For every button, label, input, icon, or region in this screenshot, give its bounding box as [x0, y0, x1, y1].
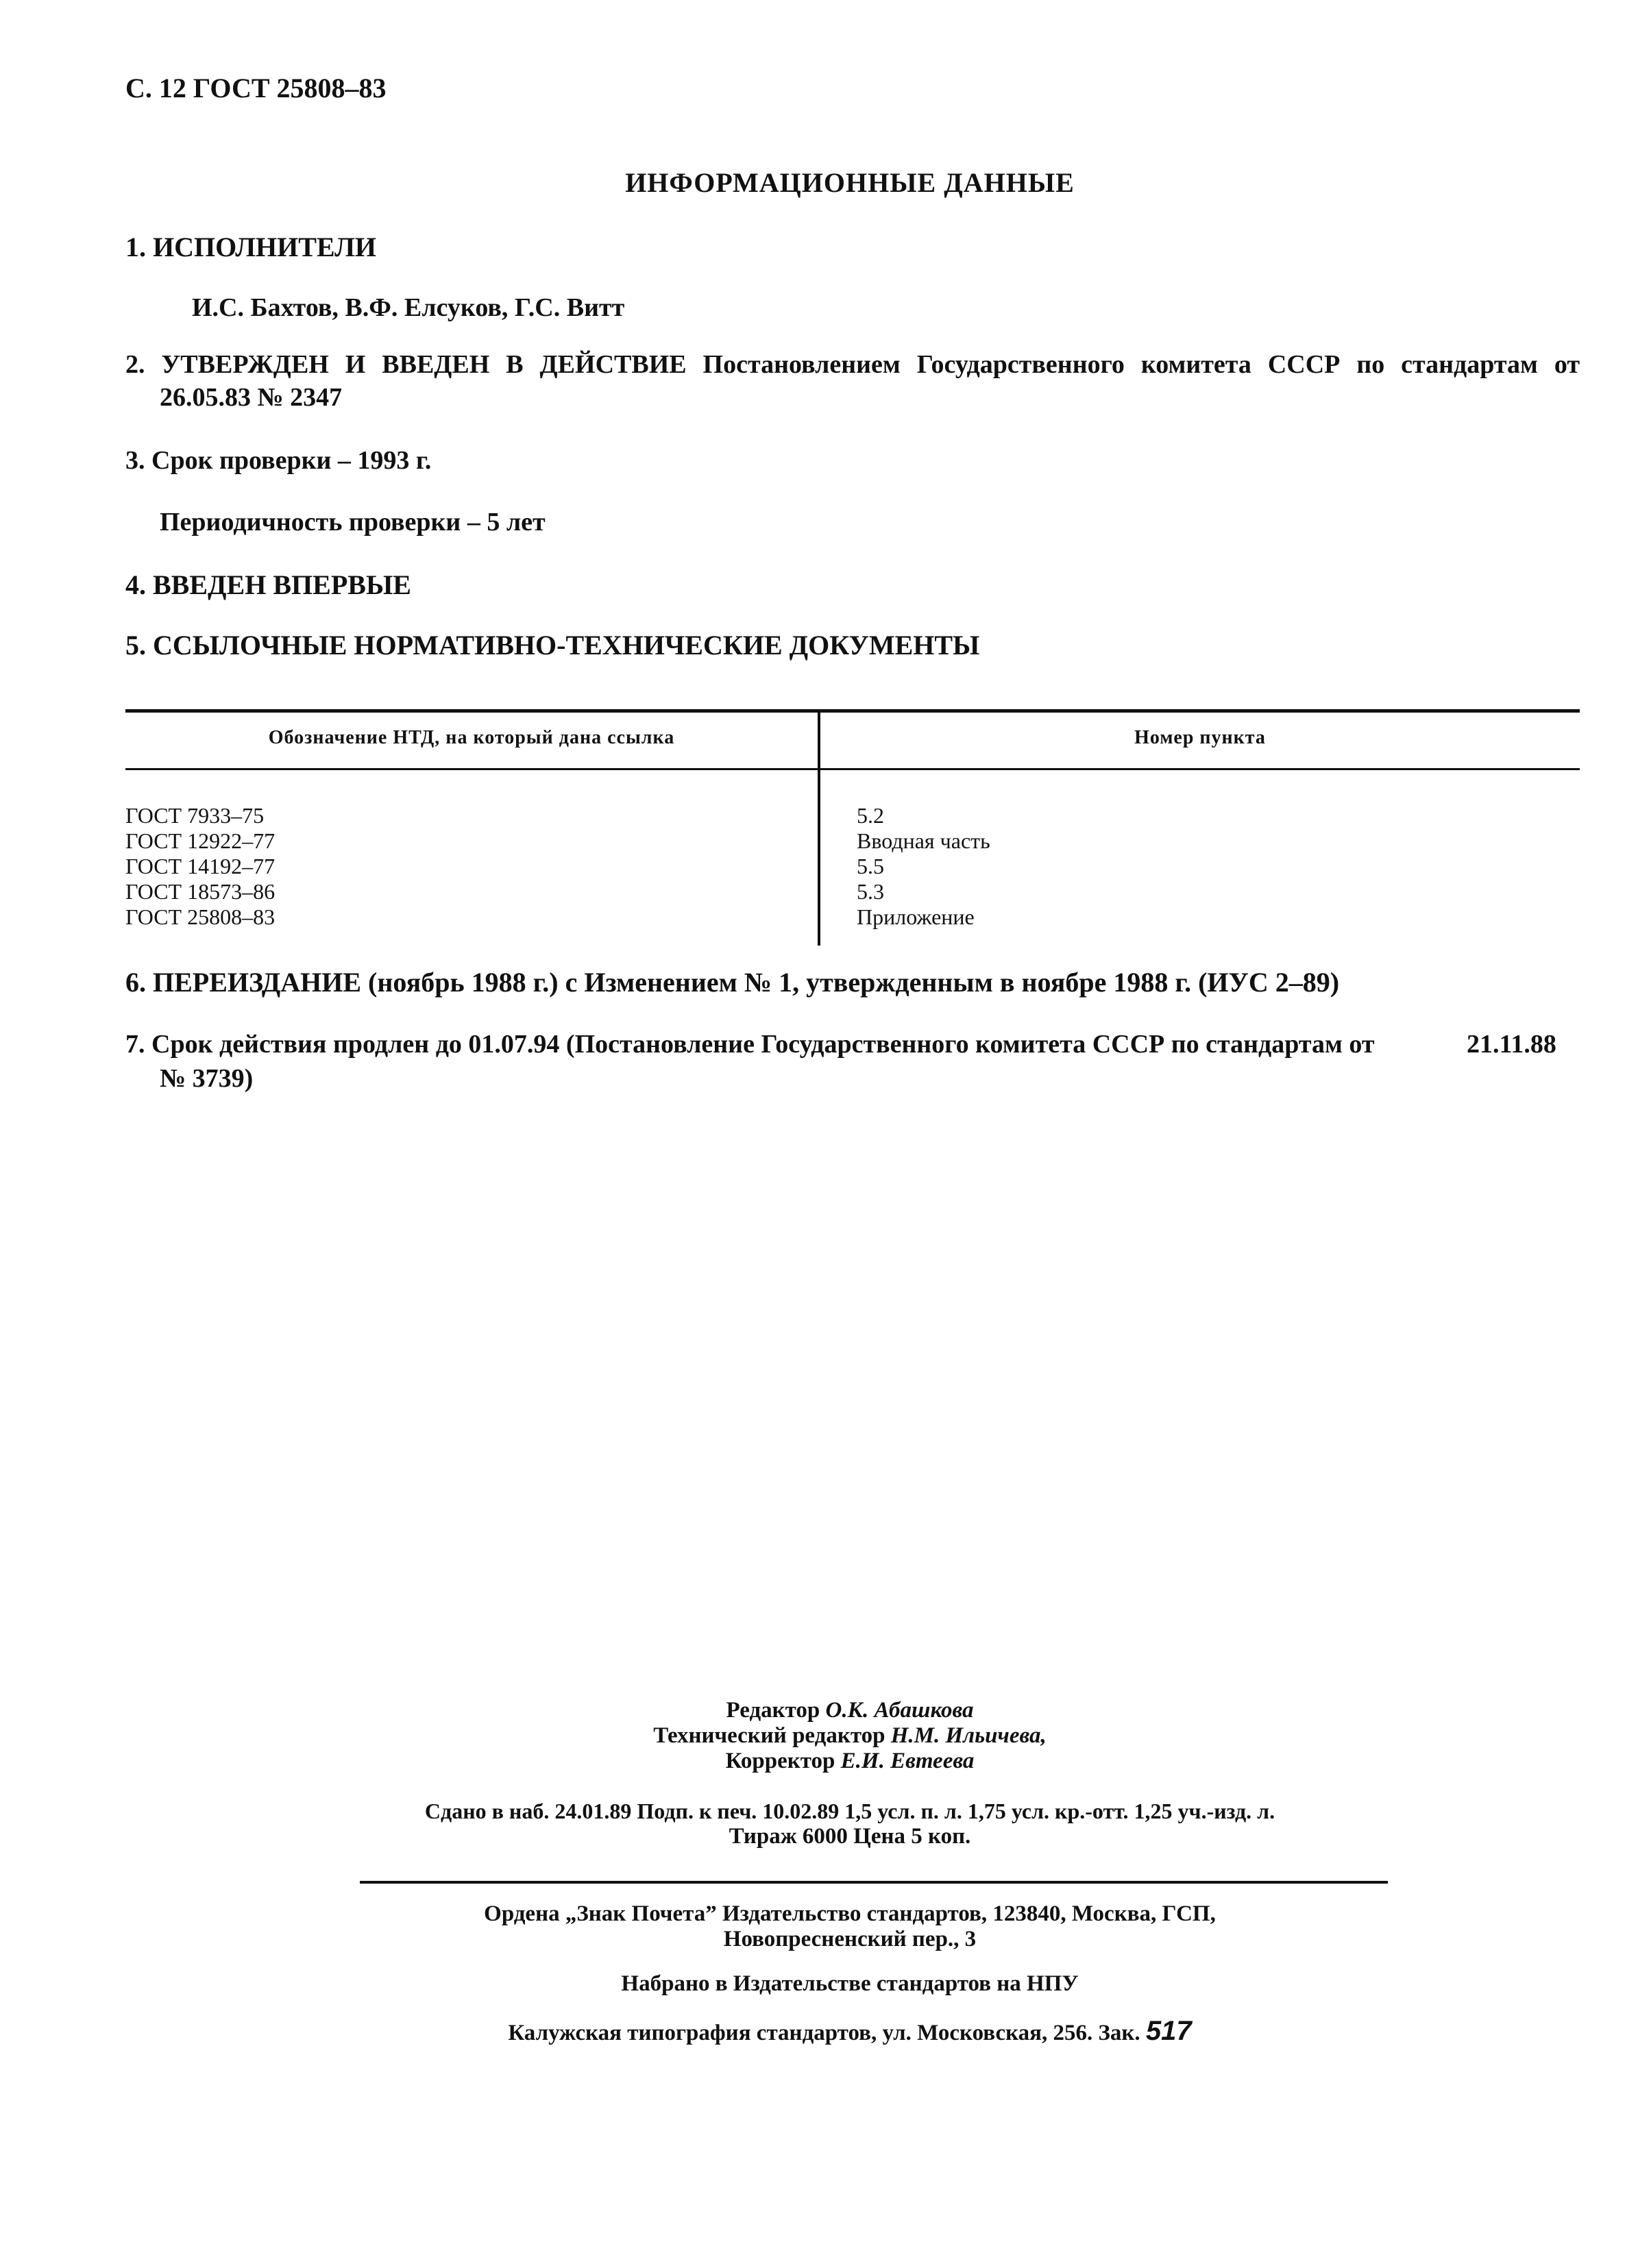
section-7-line1: 7. Срок действия продлен до 01.07.94 (Постановление Государственного комитета СССР по стандартам от: [125, 1030, 1375, 1059]
table-cell-ntd: ГОСТ 25808–83: [125, 904, 276, 929]
table-cell-ntd: ГОСТ 14192–77: [125, 854, 276, 878]
section-2-line2: 26.05.83 № 2347: [160, 383, 343, 412]
table-header-rule: [125, 768, 1580, 770]
tech-editor-label: Технический редактор: [653, 1723, 885, 1748]
tech-editor-name: Н.М. Ильичева,: [890, 1723, 1047, 1748]
section-4: 4. ВВЕДЕН ВПЕРВЫЕ: [125, 569, 411, 600]
order-number: 517: [1145, 2016, 1192, 2046]
section-7-date: 21.11.88: [1467, 1030, 1556, 1059]
table-header-clause: Номер пункта: [1134, 727, 1266, 748]
table-cell-ntd: ГОСТ 18573–86: [125, 879, 276, 904]
credits-tech-editor: [0, 1723, 1638, 1749]
imprint-line1: Сдано в наб. 24.01.89 Подп. к печ. 10.02.89 1,5 усл. п. л. 1,75 усл. кр.-отт. 1,25 уч.-изд. л.: [424, 1799, 1275, 1823]
credits-corrector: [0, 1749, 1638, 1774]
table-cell-clause: Приложение: [857, 904, 975, 929]
table-cell-clause: 5.5: [857, 854, 884, 878]
typeset-line: Набрано в Издательстве стандартов на НПУ: [621, 1971, 1079, 1996]
section-1-heading: 1. ИСПОЛНИТЕЛИ: [125, 232, 377, 262]
page-header: С. 12 ГОСТ 25808–83: [125, 73, 387, 103]
section-3-line2: Периодичность проверки – 5 лет: [160, 508, 546, 537]
credits-editor: [0, 1698, 1638, 1723]
imprint-line2: Тираж 6000 Цена 5 коп.: [729, 1824, 971, 1849]
printer-line: [0, 2016, 1638, 2047]
table-cell-clause: 5.2: [857, 803, 884, 828]
table-cell-ntd: ГОСТ 7933–75: [125, 803, 265, 828]
table-column-clause: [857, 803, 990, 930]
imprint-rule: [360, 1881, 1388, 1884]
section-2-line1: 2. УТВЕРЖДЕН И ВВЕДЕН В ДЕЙСТВИЕ Постановлением Государственного комитета СССР по стандартам от: [125, 350, 1580, 379]
section-3-line1: 3. Срок проверки – 1993 г.: [125, 446, 432, 475]
table-column-ntd: [125, 803, 275, 930]
printer-text: Калужская типография стандартов, ул. Московская, 256. Зак.: [508, 2021, 1140, 2045]
page-title: ИНФОРМАЦИОННЫЕ ДАННЫЕ: [625, 167, 1075, 198]
section-1-people: И.С. Бахтов, В.Ф. Елсуков, Г.С. Витт: [192, 293, 625, 322]
publisher-line1: Ордена „Знак Почета” Издательство стандартов, 123840, Москва, ГСП,: [484, 1901, 1216, 1926]
reference-table: [125, 709, 1580, 946]
corrector-label: Корректор: [725, 1749, 835, 1773]
editor-name: О.К. Абашкова: [825, 1698, 974, 1723]
section-5-heading: 5. ССЫЛОЧНЫЕ НОРМАТИВНО-ТЕХНИЧЕСКИЕ ДОКУМЕНТЫ: [125, 630, 980, 661]
corrector-name: Е.И. Евтеева: [840, 1749, 975, 1773]
editor-label: Редактор: [726, 1698, 820, 1723]
table-cell-clause: Вводная часть: [857, 828, 990, 853]
table-cell-clause: 5.3: [857, 879, 884, 904]
section-6: 6. ПЕРЕИЗДАНИЕ (ноябрь 1988 г.) с Изменением № 1, утвержденным в ноябре 1988 г. (ИУС 2–89): [125, 967, 1340, 998]
publisher-line2: Новопресненский пер., 3: [723, 1927, 977, 1951]
table-header-ntd: Обозначение НТД, на который дана ссылка: [268, 727, 675, 748]
section-7-line2: № 3739): [160, 1064, 254, 1093]
table-cell-ntd: ГОСТ 12922–77: [125, 828, 276, 853]
table-top-rule: [125, 709, 1580, 713]
